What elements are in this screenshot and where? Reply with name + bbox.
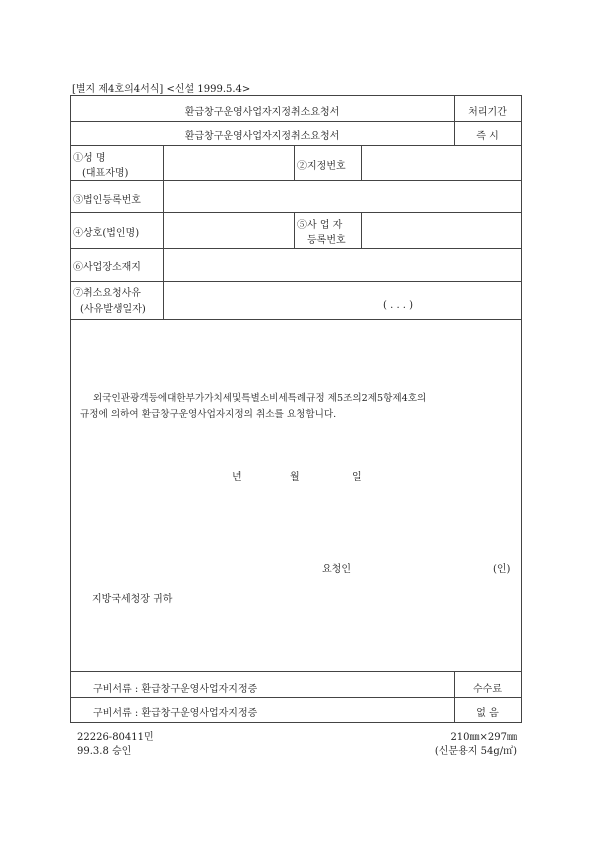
designation-number-label: ②지정번호 [297, 161, 346, 172]
business-registration-label-2: 등록번호 [307, 235, 346, 246]
required-documents-label: 구비서류 : 환급창구운영사업자지정증 [93, 684, 258, 695]
rule-reason [70, 319, 522, 320]
applicant-label: 요청인 [322, 564, 351, 575]
cancel-reason-label: ⑦취소요청사유 [73, 288, 141, 299]
corp-registration-label: ③법인등록번호 [73, 195, 141, 206]
business-registration-label: ⑤사 업 자 [297, 220, 343, 231]
business-location-value[interactable] [164, 249, 520, 280]
occurrence-date-label: (사유발생일자) [80, 304, 146, 315]
trade-name-label: ④상호(법인명) [73, 228, 140, 239]
request-statement-line-2: 규정에 의하여 환급창구운영사업자지정의 취소를 요청합니다. [80, 409, 337, 420]
name-value[interactable] [164, 146, 293, 179]
approval-date: 99.3.8 승인 [77, 746, 132, 757]
form-reference: [별지 제4호의4서식] <신설 1999.5.4> [72, 84, 251, 95]
name-label: ①성 명 [73, 153, 106, 164]
table-bottom-border [70, 722, 522, 723]
corp-registration-value[interactable] [164, 181, 520, 211]
date-year-label: 년 [232, 472, 242, 483]
occurrence-date-field[interactable]: ( . . . ) [383, 300, 414, 311]
date-day-label: 일 [352, 472, 362, 483]
request-statement-line-1: 외국인관광객등에대한부가가치세및특별소비세특례규정 제5조의2제5항제4호의 [93, 393, 427, 404]
business-location-label: ⑥사업장소재지 [73, 262, 141, 273]
seal-label: (인) [493, 564, 511, 575]
table-left-border [70, 95, 71, 722]
required-documents-label-repeat: 구비서류 : 환급창구운영사업자지정증 [93, 708, 258, 719]
table-right-border [521, 95, 522, 722]
form-code: 22226-80411민 [77, 732, 154, 743]
applicant-signature-field[interactable] [360, 556, 488, 572]
business-registration-value[interactable] [362, 213, 520, 247]
paper-size: 210㎜×297㎜ [450, 732, 517, 743]
divider-mid-trade [294, 212, 295, 248]
divider-mid-name [294, 145, 295, 180]
addressee: 지방국세청장 귀하 [92, 594, 173, 605]
form-title: 환급창구운영사업자지정취소요청서 [184, 107, 340, 118]
form-title-repeat: 환급창구운영사업자지정취소요청서 [184, 131, 340, 142]
date-month-label: 월 [290, 472, 300, 483]
cancel-reason-value[interactable] [164, 282, 520, 318]
trade-name-value[interactable] [164, 213, 293, 247]
processing-period-label: 처리기간 [468, 107, 507, 118]
fee-label: 수수료 [473, 684, 502, 695]
designation-number-value[interactable] [362, 146, 520, 179]
fee-value: 없 음 [476, 708, 499, 719]
processing-period-value: 즉 시 [476, 131, 499, 142]
paper-type: (신문용지 54g/㎡) [434, 746, 517, 757]
representative-label: (대표자명) [82, 168, 129, 179]
